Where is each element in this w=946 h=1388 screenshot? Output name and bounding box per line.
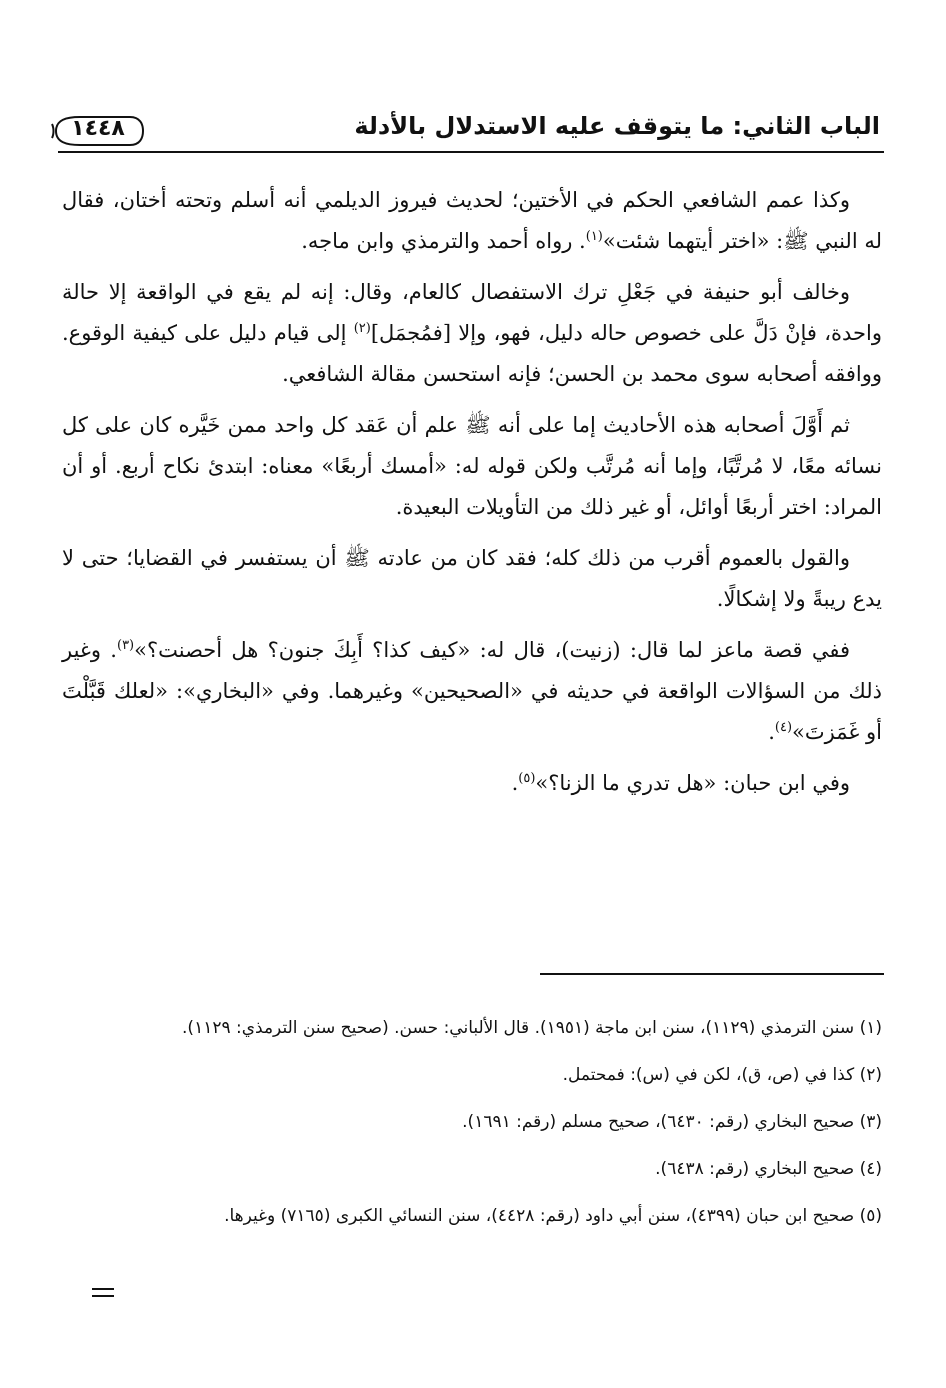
footnote-ref: (٣) xyxy=(116,638,135,653)
paragraph-text: والقول بالعموم أقرب من ذلك كله؛ فقد كان من عادته ﷺ أن يستفسر في القضايا؛ حتى لا يدع ريبةً ولا إشكالًا. xyxy=(62,546,882,611)
paragraph-5 xyxy=(62,630,882,753)
footnotes xyxy=(62,1010,882,1245)
footnote-4: (٤) صحيح البخاري (رقم: ٦٤٣٨). xyxy=(655,1159,882,1179)
footnote-ref: (٤) xyxy=(774,720,793,735)
footnote-separator xyxy=(540,973,884,975)
page-number: ١٤٤٨ xyxy=(71,116,125,141)
paragraph-text: . xyxy=(511,771,519,795)
running-title: الباب الثاني: ما يتوقف عليه الاستدلال بالأدلة xyxy=(354,112,880,140)
paragraph-text: إلى قيام دليل على كيفية الوقوع. ووافقه أصحابه سوى محمد بن الحسن؛ فإنه استحسن مقالة الشافعي. xyxy=(62,321,882,386)
paragraph-1 xyxy=(62,180,882,262)
paragraph-text: . وغير ذلك من السؤالات الواقعة في حديثه في «الصحيحين» وغيرهما. وفي «البخاري»: «لعلك قَبَّلْتَ أو غَمَزتَ» xyxy=(62,638,882,744)
paragraph-text: وخالف أبو حنيفة في جَعْلِ ترك الاستفصال كالعام، وقال: إنه لم يقع في الواقعة إلا حالة واحدة، فإنْ دَلَّ على خصوص حاله دليل، فهو، وإلا [فمُجمَل] xyxy=(62,280,882,345)
footnote-2: (٢) كذا في (ص، ق)، لكن في (س): فمحتمل. xyxy=(562,1065,882,1085)
paragraph-text: . رواه أحمد والترمذي وابن ماجه. xyxy=(301,229,586,253)
paragraph-3 xyxy=(62,405,882,528)
paragraph-text: . xyxy=(768,720,775,744)
paragraph-6 xyxy=(62,763,882,804)
header-rule xyxy=(58,151,884,153)
footnote-5: (٥) صحيح ابن حبان (٤٣٩٩)، سنن أبي داود (رقم: ٤٤٢٨)، سنن النسائي الكبرى (٧١٦٥) وغيرها. xyxy=(224,1206,882,1226)
footnote-ref: (٢) xyxy=(353,321,371,336)
footnote-ref: (١) xyxy=(585,229,603,244)
paragraph-text: وفي ابن حبان: «هل تدري ما الزنا؟» xyxy=(535,771,850,795)
paragraph-text: ففي قصة ماعز لما قال: (زنيت)، قال له: «كيف كذا؟ أَبِكَ جنون؟ هل أحصنت؟» xyxy=(134,638,851,662)
page-header xyxy=(60,100,880,146)
paragraph-text: ثم أَوَّلَ أصحابه هذه الأحاديث إما على أنه ﷺ علم أن عَقد كل واحد ممن خَيَّره كان على كل نسائه معًا، لا مُرتَّبًا، وإما أنه مُرتَّب ولكن قوله له: «أمسك أربعًا» معناه: ابتدئ نكاح أربع. أو أن المراد: اختر أربعًا أوائل، أو غير ذلك من التأويلات البعيدة. xyxy=(62,413,882,519)
paragraph-4 xyxy=(62,538,882,620)
paragraph-text: وكذا عمم الشافعي الحكم في الأختين؛ لحديث فيروز الديلمي أنه أسلم وتحته أختان، فقال له النبي ﷺ: «اختر أيتهما شئت» xyxy=(62,188,882,253)
paragraph-2 xyxy=(62,272,882,395)
footnote-1: (١) سنن الترمذي (١١٢٩)، سنن ابن ماجة (١٩٥١). قال الألباني: حسن. (صحيح سنن الترمذي: ١١٢٩). xyxy=(182,1018,882,1038)
main-text xyxy=(62,180,882,814)
continuation-mark xyxy=(92,1288,114,1302)
footnote-3: (٣) صحيح البخاري (رقم: ٦٤٣٠)، صحيح مسلم (رقم: ١٦٩١). xyxy=(462,1112,882,1132)
footnote-ref: (٥) xyxy=(518,771,536,786)
